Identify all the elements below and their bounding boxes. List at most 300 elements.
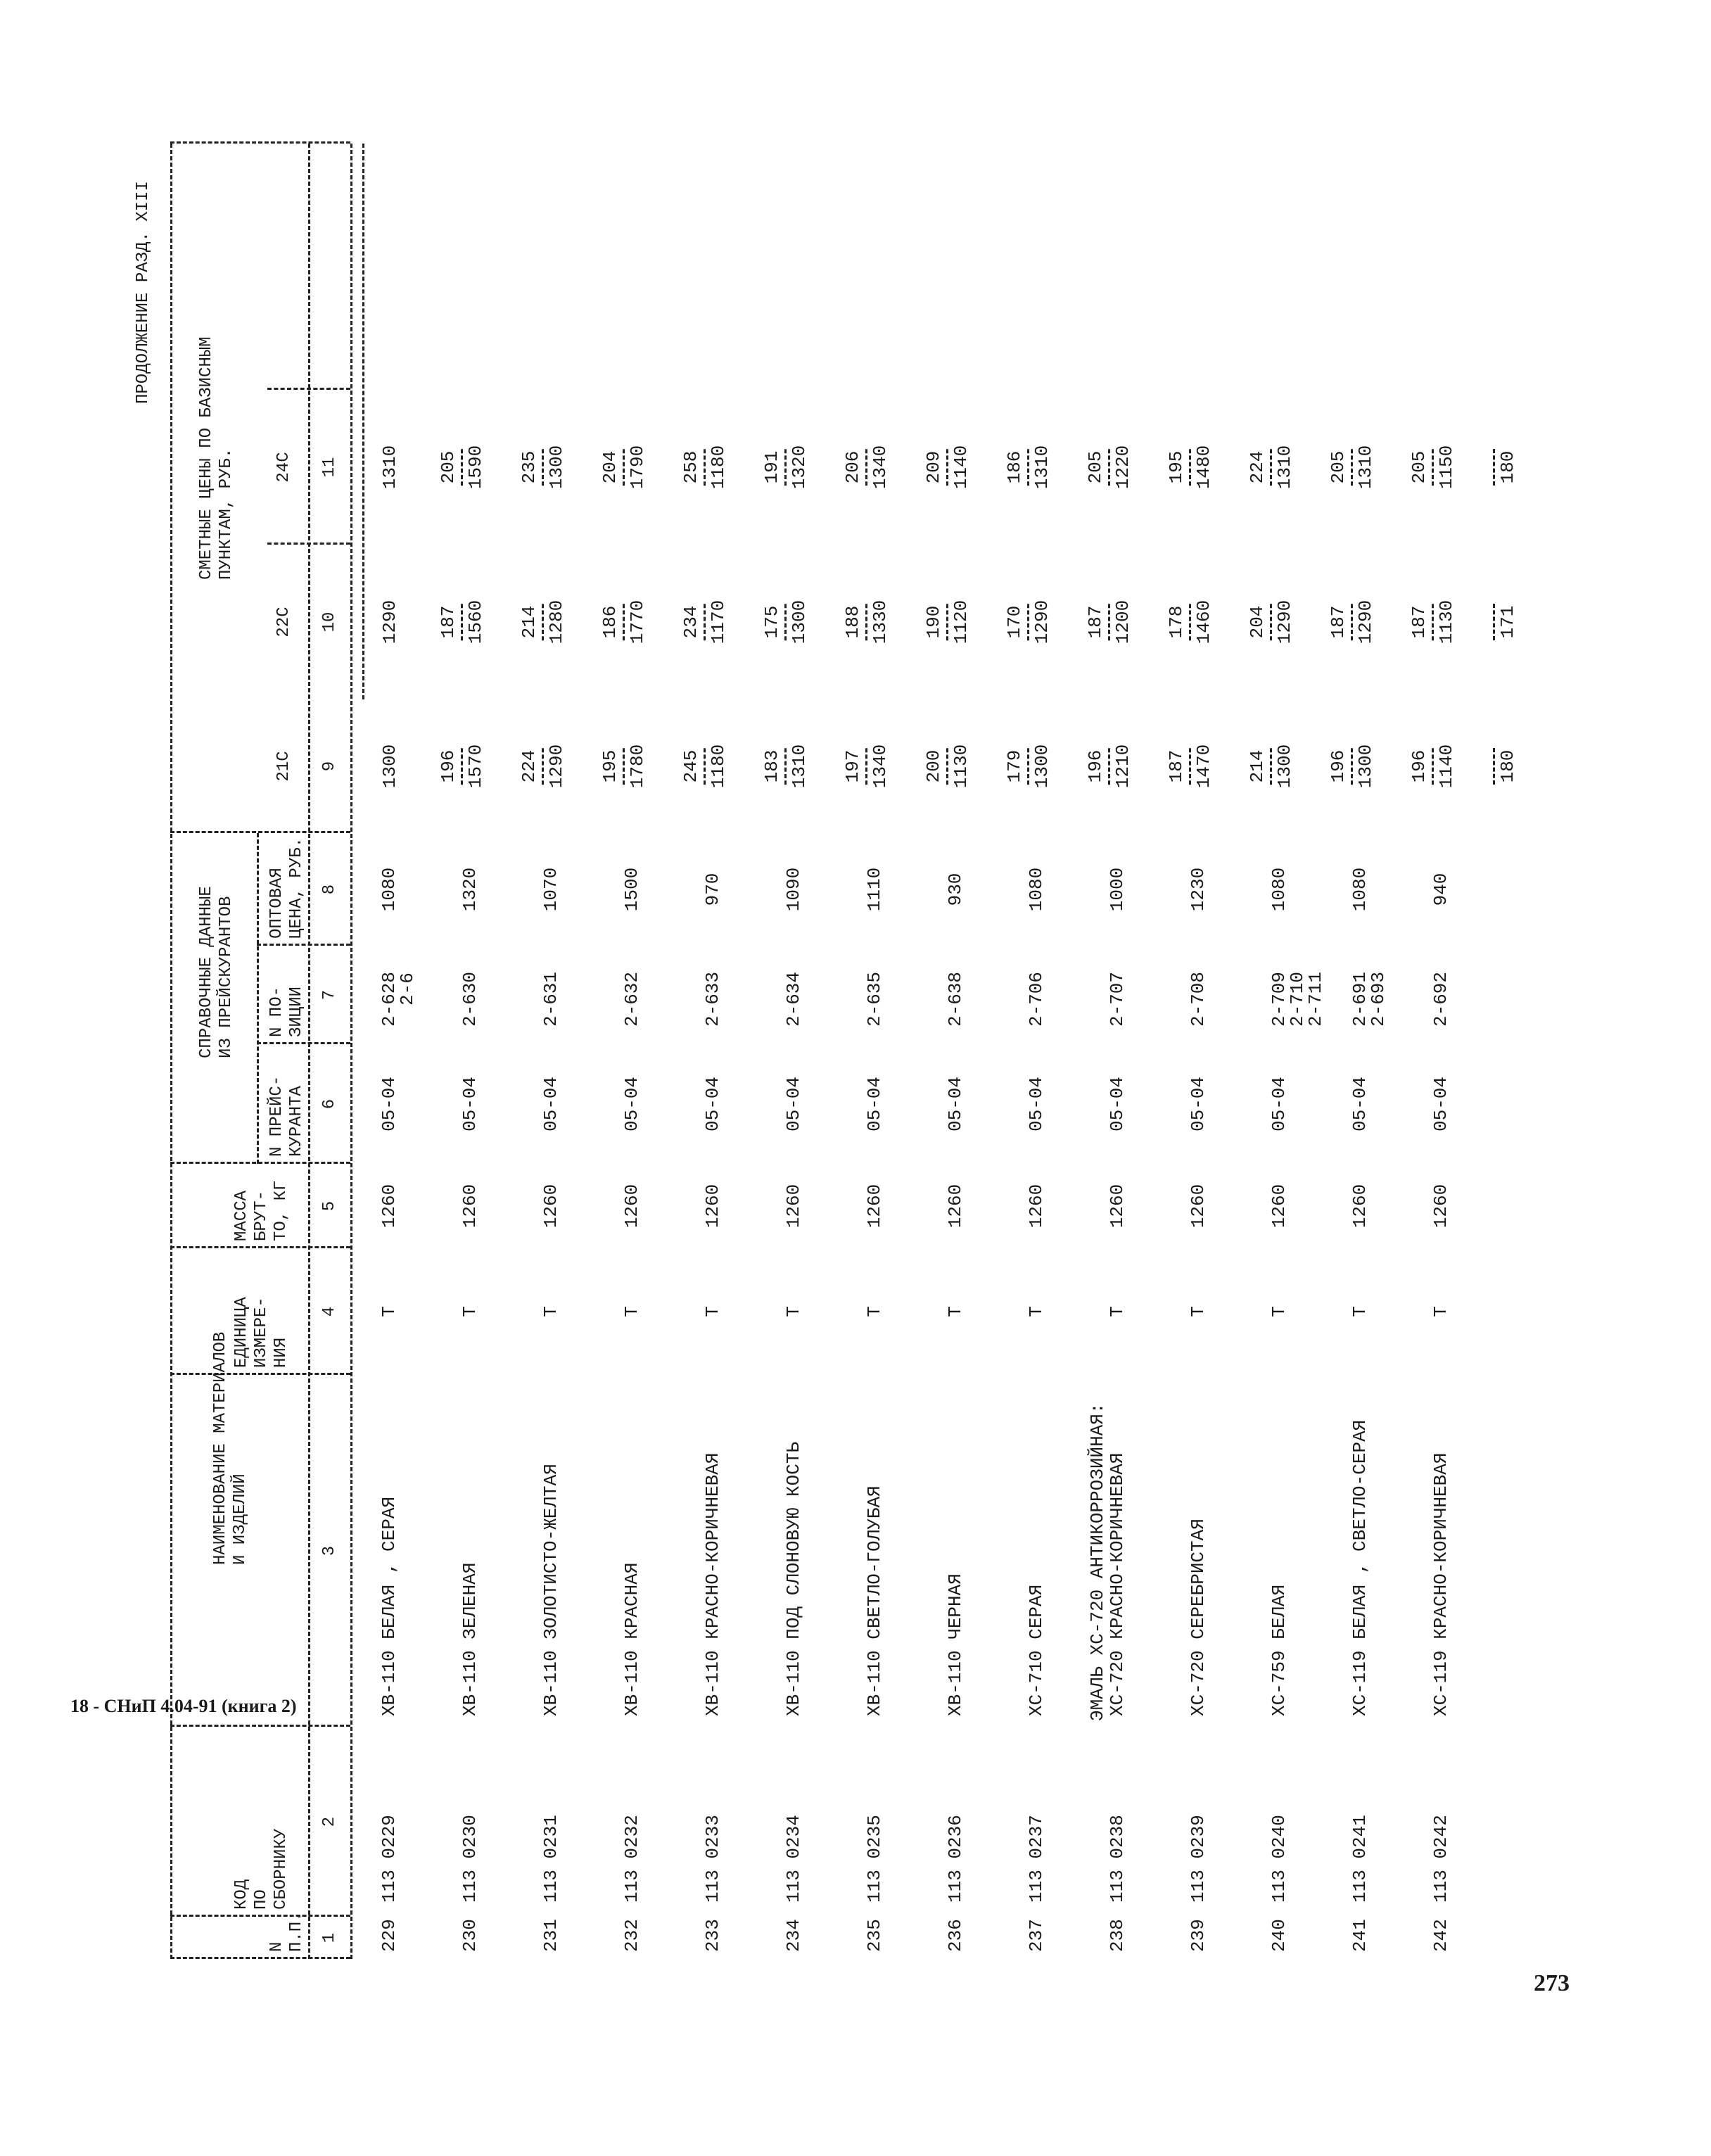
row-price-22c xyxy=(438,600,485,644)
row-npp: 229 xyxy=(379,1919,400,1952)
row-price-24c-price: 1340 xyxy=(870,445,891,490)
row-name: ХВ-110 КРАСНАЯ xyxy=(621,1562,642,1716)
row-price-24c-bar xyxy=(704,449,706,486)
row-mass: 1260 xyxy=(621,1184,642,1229)
row-price-22c-price: 1560 xyxy=(465,600,486,645)
header-vline-ref-1 xyxy=(257,944,350,946)
col-number-2: 2 xyxy=(320,1816,339,1827)
trailing-price-21c-price: 180 xyxy=(1497,749,1518,783)
row-price-21c xyxy=(762,744,809,788)
row-wholesale: 1080 xyxy=(1026,867,1047,912)
row-price-24c-coef: 206 xyxy=(842,450,863,484)
row-price-24c-price: 1590 xyxy=(465,445,486,490)
row-price-24c xyxy=(1086,445,1133,489)
row-npp: 235 xyxy=(864,1919,885,1952)
row-price-22c-coef: 178 xyxy=(1166,605,1187,639)
row-price-24c-bar xyxy=(1027,449,1029,486)
header-vline-prices-1 xyxy=(267,388,350,390)
row-price-21c-price: 1780 xyxy=(627,744,648,789)
row-price-21c-bar xyxy=(704,748,706,785)
col-number-1: 1 xyxy=(320,1932,339,1943)
row-mass: 1260 xyxy=(945,1184,966,1229)
row-name: ХВ-110 ЧЕРНАЯ xyxy=(945,1573,966,1716)
trailing-price-21c xyxy=(1490,748,1518,785)
row-price-21c-bar xyxy=(946,748,948,785)
header-top-line xyxy=(170,144,172,1959)
row-price-24c xyxy=(600,445,647,489)
row-price-24c-price: 1140 xyxy=(950,445,972,490)
row-price-22c-price: 1460 xyxy=(1193,600,1214,645)
row-position: 2-711 xyxy=(1305,971,1326,1027)
row-name: ХС-720 КРАСНО-КОРИЧНЕВАЯ xyxy=(1107,1452,1128,1716)
row-position: 2-707 xyxy=(1107,971,1128,1027)
row-pricelist: 05-04 xyxy=(1188,1076,1209,1132)
row-name: ХВ-110 БЕЛАЯ , СЕРАЯ xyxy=(379,1496,400,1716)
row-price-21c-bar xyxy=(1351,748,1353,785)
row-npp: 238 xyxy=(1107,1919,1128,1952)
row-price-22c-coef: 190 xyxy=(923,605,944,639)
row-price-21c-bar xyxy=(461,748,463,785)
header-name-0: НАИМЕНОВАНИЕ МАТЕРИАЛОВ xyxy=(211,1331,230,1565)
header-24c: 24С xyxy=(274,452,293,483)
row-price-24c xyxy=(762,445,809,489)
continuation-title: ПРОДОЛЖЕНИЕ РАЗД. XIII xyxy=(134,181,153,404)
row-code: 113 0234 xyxy=(783,1815,804,1903)
row-position: 2-635 xyxy=(864,971,885,1027)
row-unit: Т xyxy=(459,1306,481,1317)
row-price-24c-bar xyxy=(946,449,948,486)
header-vline-prices-end xyxy=(170,141,350,144)
header-vline-3 xyxy=(170,1246,350,1248)
row-price-22c-coef: 186 xyxy=(599,605,621,639)
row-price-24c-bar xyxy=(1351,449,1353,486)
row-price-22c xyxy=(762,600,809,644)
row-mass: 1260 xyxy=(702,1184,723,1229)
row-price-22c xyxy=(843,600,890,644)
row-position: 2-710 xyxy=(1287,971,1308,1027)
row-mass: 1260 xyxy=(1188,1184,1209,1229)
header-vline-4 xyxy=(170,1162,350,1164)
row-code: 113 0236 xyxy=(945,1815,966,1903)
trailing-price-24c xyxy=(1490,449,1518,486)
row-price-22c-bar xyxy=(542,604,544,640)
row-price-21c-bar xyxy=(1432,748,1434,785)
row-price-21c-coef: 197 xyxy=(842,749,863,783)
row-price-21c-coef: 245 xyxy=(680,749,701,783)
trailing-price-22c-bar xyxy=(1493,604,1495,640)
col-number-9: 9 xyxy=(320,761,339,772)
row-price-24c-coef: 235 xyxy=(519,450,540,484)
row-price-21c-price: 1300 xyxy=(1355,744,1376,789)
header-unit-2: НИЯ xyxy=(272,1337,291,1368)
row-price-24c-coef: 186 xyxy=(1004,450,1025,484)
row-price-22c-coef: 170 xyxy=(1004,605,1025,639)
row-wholesale: 1230 xyxy=(1188,867,1209,912)
row-price-21c-coef: 196 xyxy=(1085,749,1106,783)
row-unit: Т xyxy=(1349,1306,1370,1317)
col-number-8: 8 xyxy=(320,884,339,895)
row-name: ХС-710 СЕРАЯ xyxy=(1026,1584,1047,1716)
row-price-22c-price: 1280 xyxy=(546,600,567,645)
row-price-21c xyxy=(681,744,728,788)
row-price-24c: 1310 xyxy=(379,445,400,490)
row-mass: 1260 xyxy=(379,1184,400,1229)
col-number-6: 6 xyxy=(320,1098,339,1110)
row-price-21c xyxy=(843,744,890,788)
row-npp: 231 xyxy=(540,1919,561,1952)
header-vline-prices-0 xyxy=(267,543,350,545)
row-pricelist: 05-04 xyxy=(783,1076,804,1132)
row-price-24c xyxy=(924,445,971,489)
header-wholesale-0: ОПТОВАЯ xyxy=(267,868,286,939)
book-reference: 18 - СНиП 4.04-91 (книга 2) xyxy=(70,1696,297,1716)
row-name: ХС-119 БЕЛАЯ , СВЕТЛО-СЕРАЯ xyxy=(1349,1419,1370,1716)
row-pricelist: 05-04 xyxy=(459,1076,481,1132)
row-price-24c-bar xyxy=(1189,449,1191,486)
row-mass: 1260 xyxy=(1026,1184,1047,1229)
row-name: ХВ-110 ЗЕЛЕНАЯ xyxy=(459,1562,481,1716)
rotated-table xyxy=(127,101,1604,1959)
row-unit: Т xyxy=(540,1306,561,1317)
row-price-24c-coef: 205 xyxy=(438,450,459,484)
row-unit: Т xyxy=(379,1306,400,1317)
row-mass: 1260 xyxy=(540,1184,561,1229)
row-wholesale: 1080 xyxy=(1268,867,1290,912)
row-price-21c-coef: 214 xyxy=(1247,749,1268,783)
row-mass: 1260 xyxy=(864,1184,885,1229)
trailing-price-24c-price: 180 xyxy=(1497,450,1518,484)
row-price-24c-price: 1300 xyxy=(546,445,567,490)
row-pricelist: 05-04 xyxy=(1026,1076,1047,1132)
header-line-prices-sub xyxy=(362,144,364,699)
row-code: 113 0241 xyxy=(1349,1815,1370,1903)
row-price-24c-price: 1310 xyxy=(1031,445,1052,490)
row-price-21c-price: 1570 xyxy=(465,744,486,789)
row-wholesale: 1080 xyxy=(1349,867,1370,912)
row-unit: Т xyxy=(621,1306,642,1317)
row-name-group: ЭМАЛЬ ХС-720 АНТИКОРРОЗИЙНАЯ: xyxy=(1087,1402,1108,1721)
row-price-22c-price: 1170 xyxy=(708,600,729,645)
row-price-24c-bar xyxy=(1432,449,1434,486)
row-unit: Т xyxy=(1026,1306,1047,1317)
row-wholesale: 1090 xyxy=(783,867,804,912)
row-price-24c xyxy=(1005,445,1052,489)
row-price-22c xyxy=(519,600,566,644)
row-position: 2-706 xyxy=(1026,971,1047,1027)
row-wholesale: 970 xyxy=(702,873,723,906)
row-price-21c-price: 1130 xyxy=(950,744,972,789)
row-price-22c xyxy=(681,600,728,644)
row-price-21c-bar xyxy=(865,748,867,785)
row-price-22c-price: 1290 xyxy=(1355,600,1376,645)
header-position-1: ЗИЦИИ xyxy=(287,986,306,1037)
row-price-22c-bar xyxy=(1108,604,1110,640)
row-npp: 234 xyxy=(783,1919,804,1952)
row-name: ХВ-110 ЗОЛОТИСТО-ЖЕЛТАЯ xyxy=(540,1464,561,1716)
header-code-0: КОД xyxy=(232,1879,251,1910)
row-price-21c-bar xyxy=(784,748,787,785)
row-price-24c-price: 1790 xyxy=(627,445,648,490)
header-line-group-ref xyxy=(257,833,259,1164)
trailing-price-21c-bar xyxy=(1493,748,1495,785)
header-npp-0: N xyxy=(267,1941,286,1952)
header-vline-ref-0 xyxy=(257,1042,350,1044)
row-price-24c-coef: 224 xyxy=(1247,450,1268,484)
row-price-24c xyxy=(1409,445,1456,489)
header-position-0: N ПО- xyxy=(267,986,286,1037)
row-price-24c-coef: 258 xyxy=(680,450,701,484)
row-wholesale: 1320 xyxy=(459,867,481,912)
row-npp: 230 xyxy=(459,1919,481,1952)
header-prices-group-0: СМЕТНЫЕ ЦЕНЫ ПО БАЗИСНЫМ xyxy=(197,336,216,580)
row-pricelist: 05-04 xyxy=(1268,1076,1290,1132)
row-price-24c-price: 1180 xyxy=(708,445,729,490)
row-position: 2-628 xyxy=(379,971,400,1027)
row-name: ХВ-110 КРАСНО-КОРИЧНЕВАЯ xyxy=(702,1452,723,1716)
row-price-21c-price: 1290 xyxy=(546,744,567,789)
header-unit-0: ЕДИНИЦА xyxy=(232,1297,251,1368)
header-wholesale-1: ЦЕНА, РУБ. xyxy=(287,837,306,939)
row-price-22c-coef: 187 xyxy=(1085,605,1106,639)
row-code: 113 0233 xyxy=(702,1815,723,1903)
row-pricelist: 05-04 xyxy=(1430,1076,1451,1132)
row-price-22c-price: 1300 xyxy=(789,600,810,645)
row-price-24c-bar xyxy=(542,449,544,486)
row-price-22c-price: 1290 xyxy=(1274,600,1295,645)
row-unit: Т xyxy=(1268,1306,1290,1317)
row-unit: Т xyxy=(864,1306,885,1317)
row-price-21c xyxy=(1328,744,1375,788)
header-line-col-numbers-top xyxy=(308,144,310,1959)
header-npp-1: П.П. xyxy=(287,1911,306,1952)
row-code: 113 0235 xyxy=(864,1815,885,1903)
row-mass: 1260 xyxy=(1349,1184,1370,1229)
row-price-24c-bar xyxy=(623,449,625,486)
row-price-21c-bar xyxy=(542,748,544,785)
row-position: 2-691 xyxy=(1349,971,1370,1027)
row-price-22c-coef: 234 xyxy=(680,605,701,639)
header-vline-2 xyxy=(170,1373,350,1375)
row-price-21c: 1300 xyxy=(379,744,400,789)
row-position: 2-708 xyxy=(1188,971,1209,1027)
row-price-24c-coef: 191 xyxy=(761,450,782,484)
row-price-24c-bar xyxy=(461,449,463,486)
header-code-2: СБОРНИКУ xyxy=(272,1828,291,1910)
row-price-22c xyxy=(1005,600,1052,644)
row-npp: 239 xyxy=(1188,1919,1209,1952)
row-unit: Т xyxy=(945,1306,966,1317)
row-price-22c-coef: 187 xyxy=(438,605,459,639)
header-prices-group-1: ПУНКТАМ, РУБ. xyxy=(217,448,236,580)
row-pricelist: 05-04 xyxy=(702,1076,723,1132)
row-price-21c-coef: 195 xyxy=(599,749,621,783)
col-number-3: 3 xyxy=(320,1545,339,1556)
row-name: ХС-759 БЕЛАЯ xyxy=(1268,1584,1290,1716)
header-ref-group-0: СПРАВОЧНЫЕ ДАННЫЕ xyxy=(197,886,216,1058)
header-mass-2: ТО, КГ xyxy=(272,1180,291,1241)
row-unit: Т xyxy=(702,1306,723,1317)
row-price-22c-price: 1330 xyxy=(870,600,891,645)
row-price-21c xyxy=(1086,744,1133,788)
row-price-24c-coef: 205 xyxy=(1085,450,1106,484)
row-price-24c-price: 1310 xyxy=(1355,445,1376,490)
row-wholesale: 930 xyxy=(945,873,966,906)
row-price-21c-coef: 196 xyxy=(1328,749,1349,783)
header-22c: 22С xyxy=(274,607,293,638)
row-price-21c-coef: 196 xyxy=(1408,749,1430,783)
row-price-22c xyxy=(1328,600,1375,644)
row-price-22c-coef: 187 xyxy=(1328,605,1349,639)
row-npp: 233 xyxy=(702,1919,723,1952)
header-ref-group-1: ИЗ ПРЕЙСКУРАНТОВ xyxy=(217,896,236,1058)
row-position: 2-6 xyxy=(397,972,418,1006)
header-code-1: ПО xyxy=(252,1889,271,1910)
row-price-21c-price: 1210 xyxy=(1112,744,1133,789)
row-price-21c-coef: 196 xyxy=(438,749,459,783)
row-price-22c-coef: 214 xyxy=(519,605,540,639)
row-price-24c-bar xyxy=(784,449,787,486)
row-unit: Т xyxy=(783,1306,804,1317)
row-price-22c-price: 1130 xyxy=(1436,600,1457,645)
row-price-22c xyxy=(924,600,971,644)
row-mass: 1260 xyxy=(1268,1184,1290,1229)
row-price-24c xyxy=(843,445,890,489)
row-price-21c-bar xyxy=(1270,748,1272,785)
header-line-col-numbers-bottom xyxy=(350,144,352,1959)
row-wholesale: 1110 xyxy=(864,867,885,912)
row-price-22c-bar xyxy=(623,604,625,640)
row-price-21c xyxy=(1409,744,1456,788)
row-price-22c-bar xyxy=(946,604,948,640)
row-price-22c xyxy=(1166,600,1214,644)
header-vline-group-split xyxy=(170,831,350,833)
row-unit: Т xyxy=(1430,1306,1451,1317)
row-wholesale: 940 xyxy=(1430,873,1451,906)
row-price-24c xyxy=(438,445,485,489)
row-price-22c xyxy=(1086,600,1133,644)
row-npp: 236 xyxy=(945,1919,966,1952)
header-pricelist-0: N ПРЕЙС- xyxy=(267,1075,286,1157)
row-price-24c-bar xyxy=(1270,449,1272,486)
row-price-21c xyxy=(924,744,971,788)
row-pricelist: 05-04 xyxy=(864,1076,885,1132)
row-price-22c xyxy=(1409,600,1456,644)
row-price-21c xyxy=(1005,744,1052,788)
row-price-21c-bar xyxy=(1189,748,1191,785)
row-price-22c-price: 1200 xyxy=(1112,600,1133,645)
row-position: 2-634 xyxy=(783,971,804,1027)
header-mass-0: МАССА xyxy=(232,1190,251,1241)
row-pricelist: 05-04 xyxy=(540,1076,561,1132)
row-code: 113 0238 xyxy=(1107,1815,1128,1903)
row-price-22c-bar xyxy=(1270,604,1272,640)
row-price-24c-coef: 209 xyxy=(923,450,944,484)
row-code: 113 0237 xyxy=(1026,1815,1047,1903)
row-price-24c-coef: 195 xyxy=(1166,450,1187,484)
header-vline-1 xyxy=(170,1725,350,1727)
row-price-24c-bar xyxy=(865,449,867,486)
row-price-21c-coef: 224 xyxy=(519,749,540,783)
row-price-22c-bar xyxy=(1432,604,1434,640)
row-price-24c-coef: 204 xyxy=(599,450,621,484)
col-number-5: 5 xyxy=(320,1200,339,1212)
row-mass: 1260 xyxy=(459,1184,481,1229)
row-price-24c-price: 1150 xyxy=(1436,445,1457,490)
row-price-21c-coef: 183 xyxy=(761,749,782,783)
row-unit: Т xyxy=(1188,1306,1209,1317)
row-price-22c-bar xyxy=(865,604,867,640)
row-position: 2-693 xyxy=(1368,971,1389,1027)
row-code: 113 0239 xyxy=(1188,1815,1209,1903)
header-mass-1: БРУТ- xyxy=(252,1190,271,1241)
row-price-22c-bar xyxy=(784,604,787,640)
row-price-22c-coef: 175 xyxy=(761,605,782,639)
row-position: 2-631 xyxy=(540,971,561,1027)
row-npp: 237 xyxy=(1026,1919,1047,1952)
row-price-22c-coef: 204 xyxy=(1247,605,1268,639)
row-wholesale: 1000 xyxy=(1107,867,1128,912)
row-price-21c-price: 1300 xyxy=(1274,744,1295,789)
trailing-price-22c xyxy=(1490,604,1518,640)
row-position: 2-692 xyxy=(1430,971,1451,1027)
row-price-22c-bar xyxy=(704,604,706,640)
row-price-21c xyxy=(600,744,647,788)
row-code: 113 0230 xyxy=(459,1815,481,1903)
row-price-24c xyxy=(681,445,728,489)
row-mass: 1260 xyxy=(1107,1184,1128,1229)
row-price-22c: 1290 xyxy=(379,600,400,645)
row-code: 113 0232 xyxy=(621,1815,642,1903)
row-price-22c-coef: 187 xyxy=(1408,605,1430,639)
row-price-24c xyxy=(1247,445,1295,489)
row-price-21c-bar xyxy=(1108,748,1110,785)
row-price-22c xyxy=(600,600,647,644)
row-price-21c xyxy=(1166,744,1214,788)
row-price-22c-bar xyxy=(1351,604,1353,640)
header-name-1: И ИЗДЕЛИЙ xyxy=(231,1473,250,1565)
row-name: ХВ-110 ПОД СЛОНОВУЮ КОСТЬ xyxy=(783,1441,804,1716)
row-price-24c-coef: 205 xyxy=(1328,450,1349,484)
row-pricelist: 05-04 xyxy=(1107,1076,1128,1132)
row-price-22c-coef: 188 xyxy=(842,605,863,639)
row-pricelist: 05-04 xyxy=(945,1076,966,1132)
row-price-22c-price: 1120 xyxy=(950,600,972,645)
row-position: 2-632 xyxy=(621,971,642,1027)
row-mass: 1260 xyxy=(783,1184,804,1229)
row-position: 2-709 xyxy=(1268,971,1290,1027)
row-price-22c-price: 1290 xyxy=(1031,600,1052,645)
row-position: 2-630 xyxy=(459,971,481,1027)
row-npp: 242 xyxy=(1430,1919,1451,1952)
col-number-4: 4 xyxy=(320,1306,339,1317)
row-price-22c xyxy=(1247,600,1295,644)
row-code: 113 0242 xyxy=(1430,1815,1451,1903)
row-price-21c xyxy=(438,744,485,788)
row-price-24c-price: 1320 xyxy=(789,445,810,490)
row-price-21c-price: 1180 xyxy=(708,744,729,789)
col-number-7: 7 xyxy=(320,989,339,1001)
row-price-24c-price: 1310 xyxy=(1274,445,1295,490)
row-position: 2-633 xyxy=(702,971,723,1027)
row-npp: 232 xyxy=(621,1919,642,1952)
row-price-21c-bar xyxy=(1027,748,1029,785)
row-price-21c-coef: 200 xyxy=(923,749,944,783)
trailing-price-24c-bar xyxy=(1493,449,1495,486)
header-21c: 21С xyxy=(274,751,293,782)
col-number-11: 11 xyxy=(320,457,339,478)
row-price-24c xyxy=(1166,445,1214,489)
row-name: ХС-119 КРАСНО-КОРИЧНЕВАЯ xyxy=(1430,1452,1451,1716)
